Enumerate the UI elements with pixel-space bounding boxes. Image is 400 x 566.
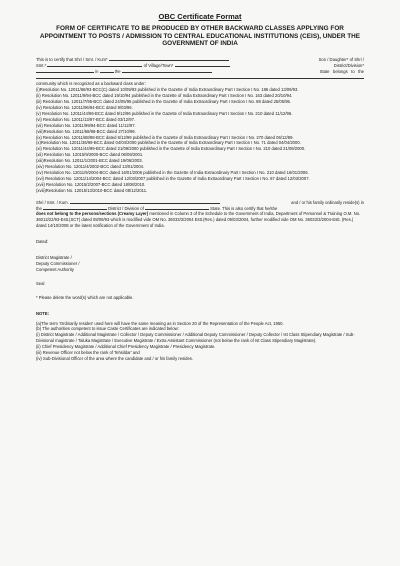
smt-label: Smt.* (36, 62, 47, 68)
resolution-item: (xi) Resolution No. 12011/44/99-BCC dated 21/09/2000 published in the Gazette of India Extraordinary Part I Section I No. 210 dated 21/09/2000. (36, 146, 306, 152)
resolution-item: (xviii)Resolution No. 12015/13/2010-BCC dated 08/12/2011. (36, 187, 148, 193)
reside-label: and / or his family ordinarily reside(s) in (291, 199, 364, 205)
certify-intro: This is to certify that Shri / Smt. / Kum* (36, 56, 108, 62)
name-blank (109, 60, 229, 61)
residence-district-blank (43, 209, 107, 210)
dated-label: Dated: (36, 239, 49, 245)
residence-state-blank (145, 209, 209, 210)
signatory-line: Competent Authority (36, 266, 74, 272)
creamy-layer-bold: does not belong to the persons/sections (Creamy Layer) (36, 211, 149, 217)
resolution-item: (ii) Resolution No. 12011/9/94-BCC dated 19/10/94 published in the Gazette of India Extraordinary Part I Section I No. 163 dated 20/10/94. (36, 93, 293, 99)
signatory-block (36, 255, 364, 273)
resolution-item: (ix) Resolution No. 12011/88/98-BCC dated 6/12/99 published in the Gazette of India Extraordinary Part I Section I No. 270 dated 06/12/99. (36, 134, 294, 140)
son-daughter-label: Son / Daughter* of Shri / (318, 56, 364, 62)
note-b-list (36, 332, 364, 362)
state-blank (122, 72, 212, 73)
note-b-heading: (b) The authorities competent to issue Caste Certificates are indicated below: (36, 326, 179, 332)
authority-item: (iii) Revenue Officer not below the rank of Tehsildar' and (36, 350, 140, 356)
authority-item: (i) District Magistrate / Additional Magistrate / Collector / Deputy Commissioner / Additional Deputy Commissioner / Deputy Collector / Ist Class Stipendiary Magistrate / Sub-Divisional magistrate / Taluka Magistrate / Executive Magistrate / Extra Assistant Commissioner (not below the rank of Ist Class Stipendiary Magistrate). (36, 332, 355, 344)
the-label-2: the (358, 68, 364, 74)
form-subtitle: FORM OF CERTIFICATE TO BE PRODUCED BY OTHER BACKWARD CLASSES APPLYING FOR APPOINTMENT TO POSTS / ADMISSION TO CENTRAL EDUCATIONAL INSTITUTIONS (CEIS), UNDER THE GOVERNMENT OF INDIA (39, 25, 361, 48)
parent-blank (47, 66, 142, 67)
resolution-item: (viii)Resolution No. 12011/68/98-BCC dated 27/10/99. (36, 128, 136, 134)
residence-name-label: Shri / Smt. / Kum. (36, 199, 69, 205)
to-label: to (351, 68, 355, 74)
signatory-line: Deputy Commissioner / (36, 260, 80, 266)
village-blank (175, 66, 230, 67)
resolution-item: (xvi) Resolution No. 12011/14/2004-BCC dated 12/03/2007 published in the Gazette of India Extraordinary Part I Section I No. 67 dated 12/03/2007. (36, 175, 310, 181)
creamy-layer-text: mentioned in Column 3 of the Schedule to the Government of India, Department of Personnel & Training O.M. No. 36012/22/93-Estt.(SCT) dated 08/09/93 which is modified vide OM No. 36033/3/2004 Estt.(Res.) dated 09/03/2004, further modified vide OM No. 36033/3/2004-Estt. (Res.) dated 14/10/2008 or the latest notification of the Government of India. (36, 211, 361, 229)
the-label: the (114, 68, 121, 74)
resolution-item: (iii) Resolution No. 12011/7/95-BCC dated 24/05/95 published in the Gazette of India Extraordinary Part I Section I No. 88 dated 25/05/95. (36, 99, 292, 105)
residence-line-1 (36, 200, 364, 206)
certificate-body (36, 57, 364, 362)
resolution-item: (xii) Resolution No. 12015/9/2000-BCC dated 06/09/2001. (36, 152, 144, 158)
certify-line-3 (36, 69, 364, 75)
residence-the-label: the (36, 205, 42, 211)
note-a: (a)The term 'Ordinarily resides' used here will have the same meaning as in Section 20 of the Representation of the People Act, 1950. (36, 320, 284, 326)
resolution-item: (xiii)Resolution No. 12011/1/2001-BCC dated 19/06/2003. (36, 158, 143, 164)
community-line: community which is recognized as a backward class under: (36, 81, 146, 87)
certify-also-label: State. This is also certify that he/she (210, 205, 278, 211)
resolution-item: (xv) Resolution No. 12011/9/2004-BCC dated 16/01/2006 published in the Gazette of India Extraordinary Part I Section I No. 210 dated 16/01/2006. (36, 170, 309, 175)
authority-item: (iv) Sub-Divisional Officer of the area where the candidate and / or his family resides. (36, 355, 194, 361)
belongs-label: belongs (333, 68, 348, 74)
residence-name-blank (70, 203, 220, 204)
authority-item: (ii) Chief Presidency Magistrate / Additional Chief Presidency Magistrate / Presidency Magistrate. (36, 344, 216, 350)
district-division-label: District / Division of (108, 205, 144, 211)
note-heading: NOTE: (36, 310, 50, 316)
in-blank (100, 72, 114, 73)
district-blank (36, 72, 94, 73)
village-label: of Village/Town* (143, 62, 174, 68)
resolution-list (36, 87, 364, 193)
resolution-item: (iv) Resolution No. 12011/96/94-BCC dated 9/03/96. (36, 105, 133, 111)
resolution-item: (x)Resolution No. 12011/36/99-BCC dated 04/04/2000 published in the Gazette of India Extraordinary Part I Section I No. 71 dated 04/04/2000. (36, 140, 301, 146)
resolution-item: (vi) Resolution No. 12011/13/97-BCC dated 03/12/97. (36, 116, 136, 122)
resolution-item: (xiv) Resolution No. 12011/4/2002-BCC dated 13/01/2004. (36, 164, 145, 170)
seal-label: Seal (36, 280, 45, 286)
signatory-line: District Magistrate / (36, 255, 72, 261)
state-label: State (319, 68, 330, 74)
resolution-item: (i)Resolution No. 12011/68/93-BCC(C) dated 10/09/93 published in the Gazette of India Extraordinary Part I Section I No. 186 dated 13/09/93. (36, 87, 299, 93)
community-blank (36, 78, 364, 79)
creamy-layer-clause (36, 211, 364, 229)
resolution-item: (v) Resolution No. 12011/44/96-BCC dated 6/12/96 published in the Gazette of India Extraordinary Part I Section I No. 210 dated 11/12/96. (36, 110, 293, 116)
resolution-item: (xvii) Resolution No. 12015/2/2007-BCC dated 18/08/2010. (36, 181, 146, 187)
page-title: OBC Certificate Format (158, 12, 242, 21)
resolution-item: (vii) Resolution No. 12011/99/94-BCC dated 11/12/97. (36, 122, 136, 128)
in-label: in (95, 68, 99, 74)
district-label: District/Division* (333, 62, 364, 68)
delete-note: * Please delete the word(s) which are not applicable. (36, 294, 134, 300)
